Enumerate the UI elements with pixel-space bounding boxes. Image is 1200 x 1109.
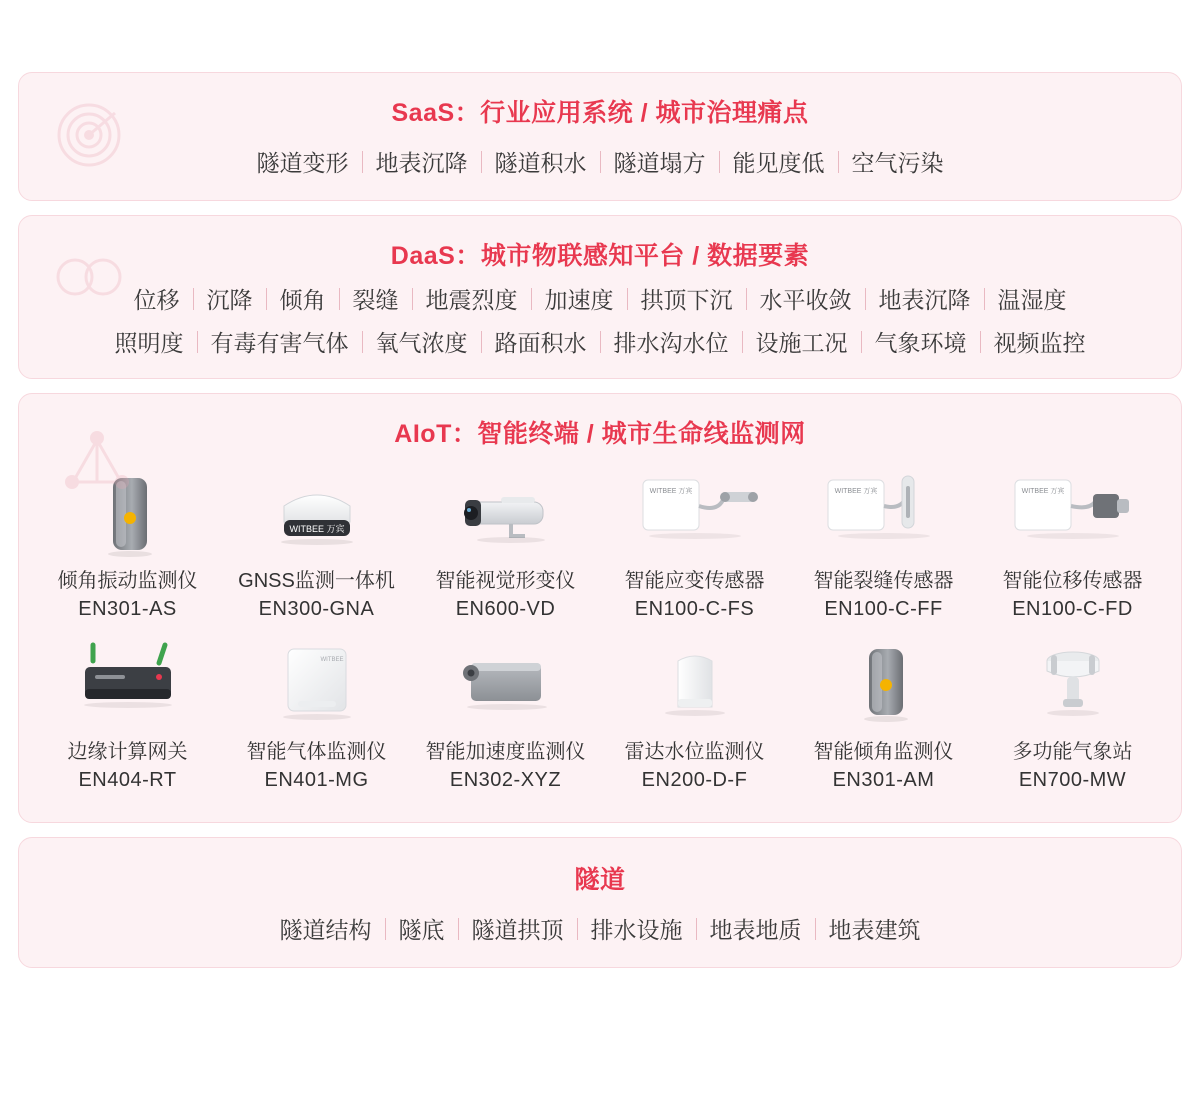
saas-title-main: 行业应用系统 / 城市治理痛点 xyxy=(480,99,809,127)
tag-item: 照明度 xyxy=(114,330,184,356)
strain-sensor-icon xyxy=(625,466,765,558)
tag-item: 位移 xyxy=(133,287,180,313)
tag-item: 倾角 xyxy=(279,287,326,313)
tag-item: 加速度 xyxy=(544,287,614,313)
accelerometer-icon xyxy=(441,637,571,729)
device-model: EN404-RT xyxy=(78,769,177,791)
device-card[interactable] xyxy=(789,631,978,796)
tag-item: 拱顶下沉 xyxy=(640,287,733,313)
aiot-device-grid xyxy=(19,456,1181,822)
svg-text:WITBEE 万宾: WITBEE 万宾 xyxy=(288,524,345,534)
device-model: EN100-C-FS xyxy=(634,598,755,620)
tag-item: 沉降 xyxy=(206,287,253,313)
aiot-title-prefix: AIoT： xyxy=(394,420,478,448)
device-name: GNSS监测一体机 xyxy=(238,570,395,592)
device-card[interactable] xyxy=(789,460,978,625)
device-name: 智能位移传感器 xyxy=(1002,570,1143,592)
tilt-vibration-sensor-icon xyxy=(85,466,171,558)
device-card[interactable] xyxy=(222,631,411,796)
svg-text:WITBEE 万宾: WITBEE 万宾 xyxy=(834,488,877,495)
tunnel-title: 隧道 xyxy=(574,866,626,894)
tag-item: 隧道积水 xyxy=(494,150,587,176)
device-card[interactable] xyxy=(978,460,1167,625)
saas-title-prefix: SaaS： xyxy=(391,99,481,127)
tag-item: 地震烈度 xyxy=(425,287,518,313)
gas-monitor-icon xyxy=(262,637,372,729)
tag-item: 有毒有害气体 xyxy=(210,330,349,356)
daas-title xyxy=(19,216,1181,278)
saas-card xyxy=(18,72,1182,201)
tag-item: 氧气浓度 xyxy=(375,330,468,356)
tilt-sensor-icon xyxy=(841,637,927,729)
crack-sensor-icon xyxy=(814,466,954,558)
tag-item: 气象环境 xyxy=(874,330,967,356)
tag-item: 隧底 xyxy=(398,917,445,943)
aiot-title-main: 智能终端 / 城市生命线监测网 xyxy=(477,420,806,448)
device-name: 智能应变传感器 xyxy=(624,570,765,592)
device-name: 边缘计算网关 xyxy=(67,741,188,763)
device-model: EN401-MG xyxy=(264,769,369,791)
tag-item: 排水设施 xyxy=(590,917,683,943)
saas-title xyxy=(19,73,1181,135)
tag-item: 地表沉降 xyxy=(878,287,971,313)
device-model: EN301-AM xyxy=(832,769,935,791)
daas-title-prefix: DaaS： xyxy=(390,242,481,270)
device-model: EN700-MW xyxy=(1018,769,1127,791)
edge-gateway-icon xyxy=(63,637,193,729)
weather-station-icon xyxy=(1023,637,1123,729)
aiot-card xyxy=(18,393,1182,823)
device-name: 雷达水位监测仪 xyxy=(624,741,765,763)
svg-text:WITBEE 万宾: WITBEE 万宾 xyxy=(1021,488,1064,495)
device-card[interactable] xyxy=(600,631,789,796)
device-name: 智能视觉形变仪 xyxy=(435,570,576,592)
tag-item: 水平收敛 xyxy=(759,287,852,313)
device-card[interactable] xyxy=(978,631,1167,796)
device-card[interactable] xyxy=(411,460,600,625)
daas-tag-row-2 xyxy=(19,325,1181,378)
device-model: EN600-VD xyxy=(455,598,556,620)
tag-item: 视频监控 xyxy=(993,330,1086,356)
daas-tag-row-1 xyxy=(19,278,1181,325)
vision-camera-icon xyxy=(441,466,571,558)
svg-text:WITBEE 万宾: WITBEE 万宾 xyxy=(649,488,692,495)
tag-item: 路面积水 xyxy=(494,330,587,356)
device-name: 智能倾角监测仪 xyxy=(813,741,954,763)
device-model: EN302-XYZ xyxy=(449,769,562,791)
device-name: 智能加速度监测仪 xyxy=(425,741,586,763)
device-card[interactable] xyxy=(411,631,600,796)
gnss-receiver-icon xyxy=(262,466,372,558)
device-card[interactable] xyxy=(33,460,222,625)
device-name: 智能裂缝传感器 xyxy=(813,570,954,592)
tag-item: 裂缝 xyxy=(352,287,399,313)
tag-item: 空气污染 xyxy=(851,150,944,176)
tag-item: 隧道变形 xyxy=(256,150,349,176)
device-card[interactable] xyxy=(33,631,222,796)
tag-item: 地表地质 xyxy=(709,917,802,943)
device-model: EN300-GNA xyxy=(258,598,375,620)
device-name: 倾角振动监测仪 xyxy=(57,570,198,592)
saas-tag-row xyxy=(19,135,1181,200)
tag-item: 能见度低 xyxy=(732,150,825,176)
device-name: 多功能气象站 xyxy=(1012,741,1133,763)
tag-item: 排水沟水位 xyxy=(613,330,729,356)
svg-text:WITBEE: WITBEE xyxy=(319,657,344,663)
tag-item: 温湿度 xyxy=(997,287,1067,313)
device-model: EN200-D-F xyxy=(641,769,748,791)
tag-item: 地表沉降 xyxy=(375,150,468,176)
device-model: EN100-C-FF xyxy=(824,598,943,620)
device-card[interactable] xyxy=(600,460,789,625)
tunnel-card xyxy=(18,837,1182,968)
daas-title-main: 城市物联感知平台 / 数据要素 xyxy=(480,242,810,270)
device-card[interactable] xyxy=(222,460,411,625)
tunnel-tag-row xyxy=(19,902,1181,967)
aiot-title xyxy=(19,394,1181,456)
tag-item: 隧道拱顶 xyxy=(471,917,564,943)
tag-item: 地表建筑 xyxy=(828,917,921,943)
tag-item: 隧道结构 xyxy=(279,917,372,943)
daas-card xyxy=(18,215,1182,379)
displacement-sensor-icon xyxy=(1003,466,1143,558)
radar-water-level-icon xyxy=(640,637,750,729)
tag-item: 设施工况 xyxy=(755,330,848,356)
device-model: EN301-AS xyxy=(78,598,177,620)
device-model: EN100-C-FD xyxy=(1012,598,1133,620)
device-name: 智能气体监测仪 xyxy=(246,741,387,763)
tag-item: 隧道塌方 xyxy=(613,150,706,176)
